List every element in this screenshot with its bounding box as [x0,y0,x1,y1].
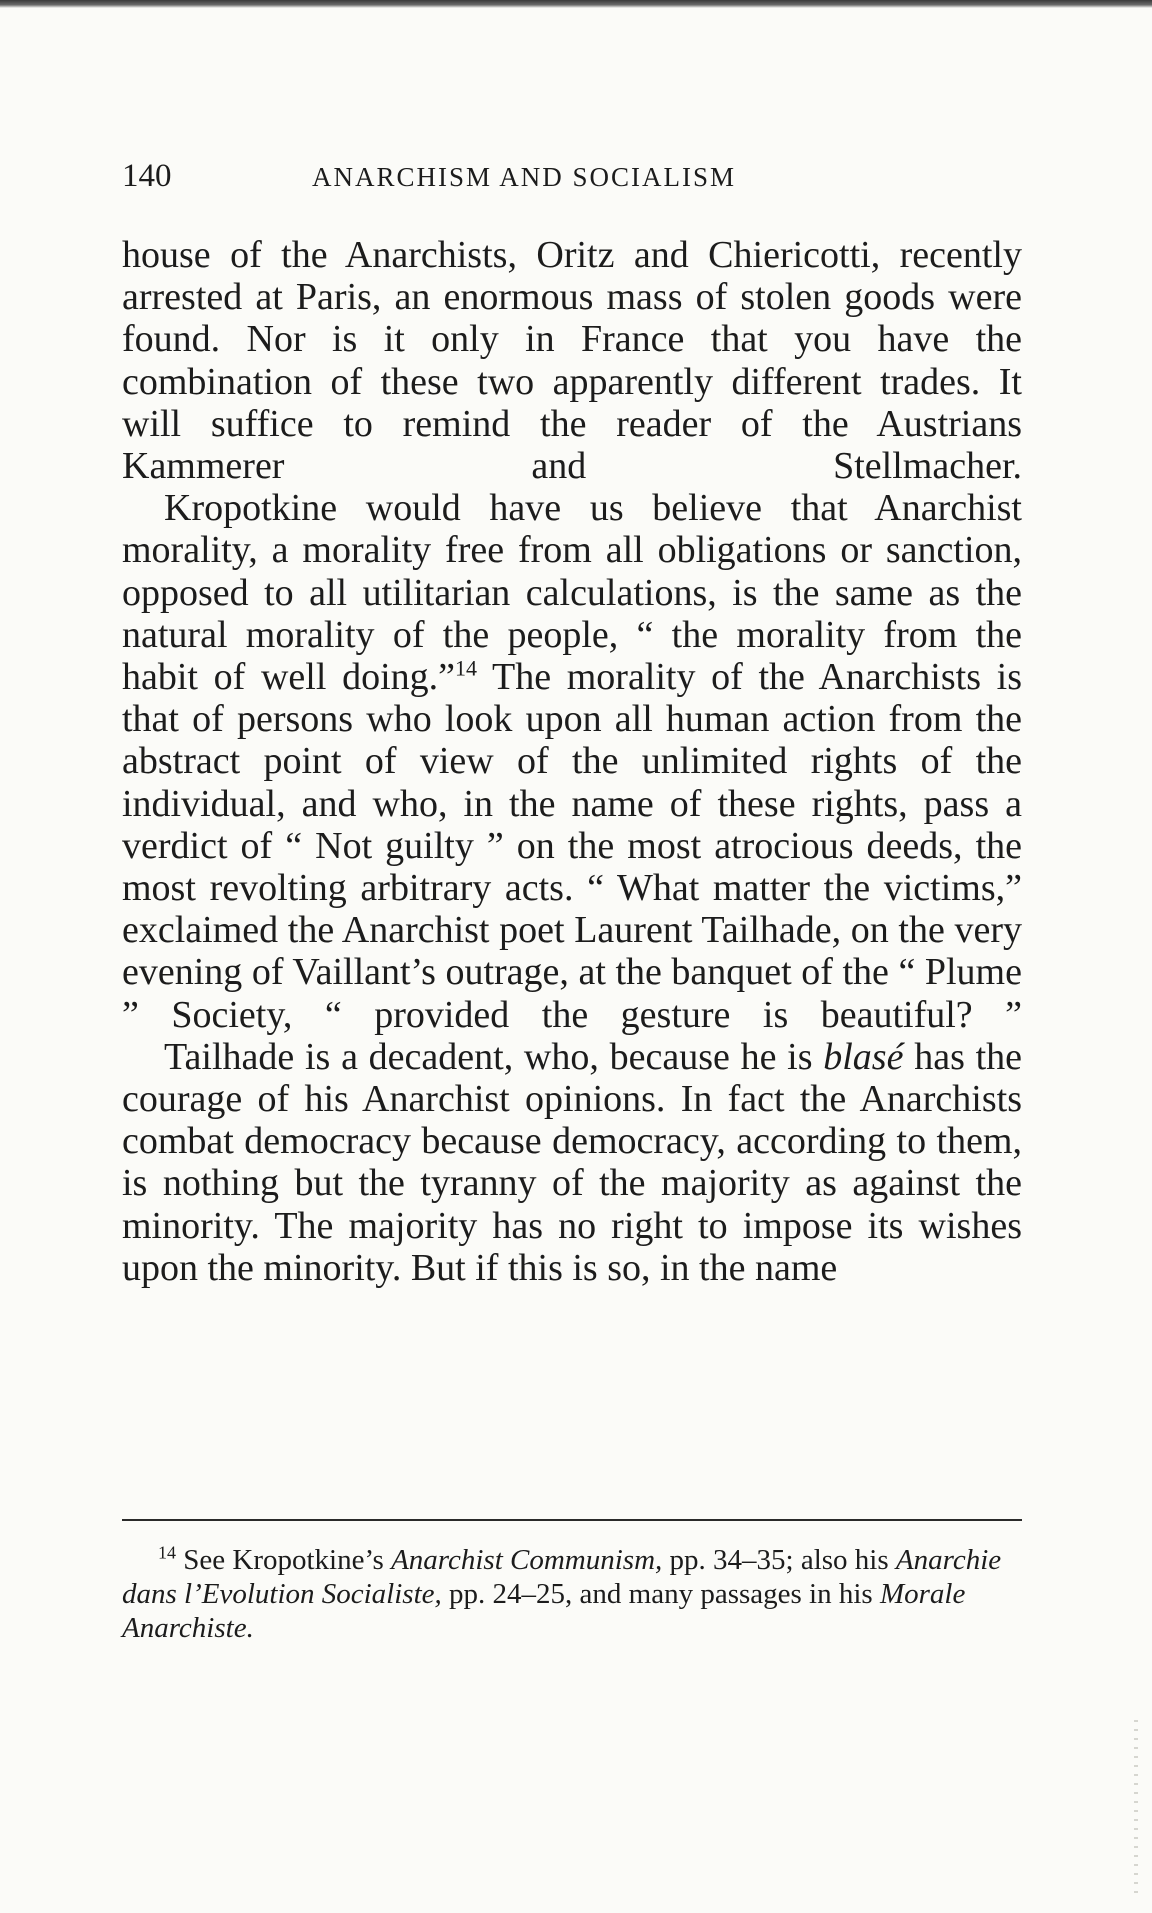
body-text [122,234,1022,1289]
footnote-reference-14[interactable]: 14 [455,655,477,681]
paragraph-3 [122,1036,1022,1289]
page-number: 140 [122,158,172,194]
running-title: ANARCHISM AND SOCIALISM [312,162,737,192]
footnote-text-c: pp. 24–25, and many passages in his [441,1578,880,1610]
footnote-divider [122,1519,1022,1521]
paragraph-2 [122,487,1022,1036]
paragraph-2-text-a: Kropotkine would have us believe that Anarchist morality, a morality free from all obligations or sanction, opposed to all utilitarian calculations, is the same as the natural morality of the people, “ the morality from the habit of well doing.” [122,487,1022,699]
page-header [122,158,1022,198]
footnote-number: 14 [158,1542,176,1563]
paragraph-3-text-a: Tailhade is a decadent, who, because he is [164,1035,824,1078]
footnote-text-b: pp. 34–35; also his [662,1544,896,1576]
margin-specks [1134,1720,1138,1900]
paragraph-1-text: house of the Anarchists, Oritz and Chiericotti, recently arrested at Paris, an enormous mass of stolen goods were found. Nor is it only in France that you have the combination of these two apparently different trades. It will suffice to remind the reader of the Austrians Kammerer and Stellmacher. [122,234,1022,488]
paragraph-1 [122,234,1022,487]
paragraph-3-italic-word: blasé [823,1035,904,1078]
page-top-edge [0,0,1152,8]
footnote-title-3: Morale Anarchiste. [122,1578,966,1644]
paragraph-3-text-b: has the courage of his Anarchist opinions. In fact the Anarchists combat democracy because democracy, according to them, is nothing but the tyranny of the majority as against the minority. The majority has no right to impose its wishes upon the minority. But if this is so, in the name [122,1035,1023,1289]
footnote-14 [122,1543,1022,1645]
footnote [122,1543,1022,1645]
footnote-title-1: Anarchist Communism, [391,1544,663,1576]
footnote-title-2: Anarchie dans l’Evolution Socialiste, [122,1544,1002,1610]
footnote-text-a: See Kropotkine’s [176,1544,392,1576]
paragraph-2-text-b: The morality of the Anarchists is that of persons who look upon all human action from the abstract point of view of the unlimited rights of the individual, and who, in the name of these rights, pass a verdict of “ Not guilty ” on the most atrocious deeds, the most revolting arbitrary acts. “ What matter the victims,” exclaimed the Anarchist poet Laurent Tailhade, on the very evening of Vaillant’s outrage, at the banquet of the “ Plume ” Society, “ provided the gesture is beautiful? ” [122,656,1023,1036]
